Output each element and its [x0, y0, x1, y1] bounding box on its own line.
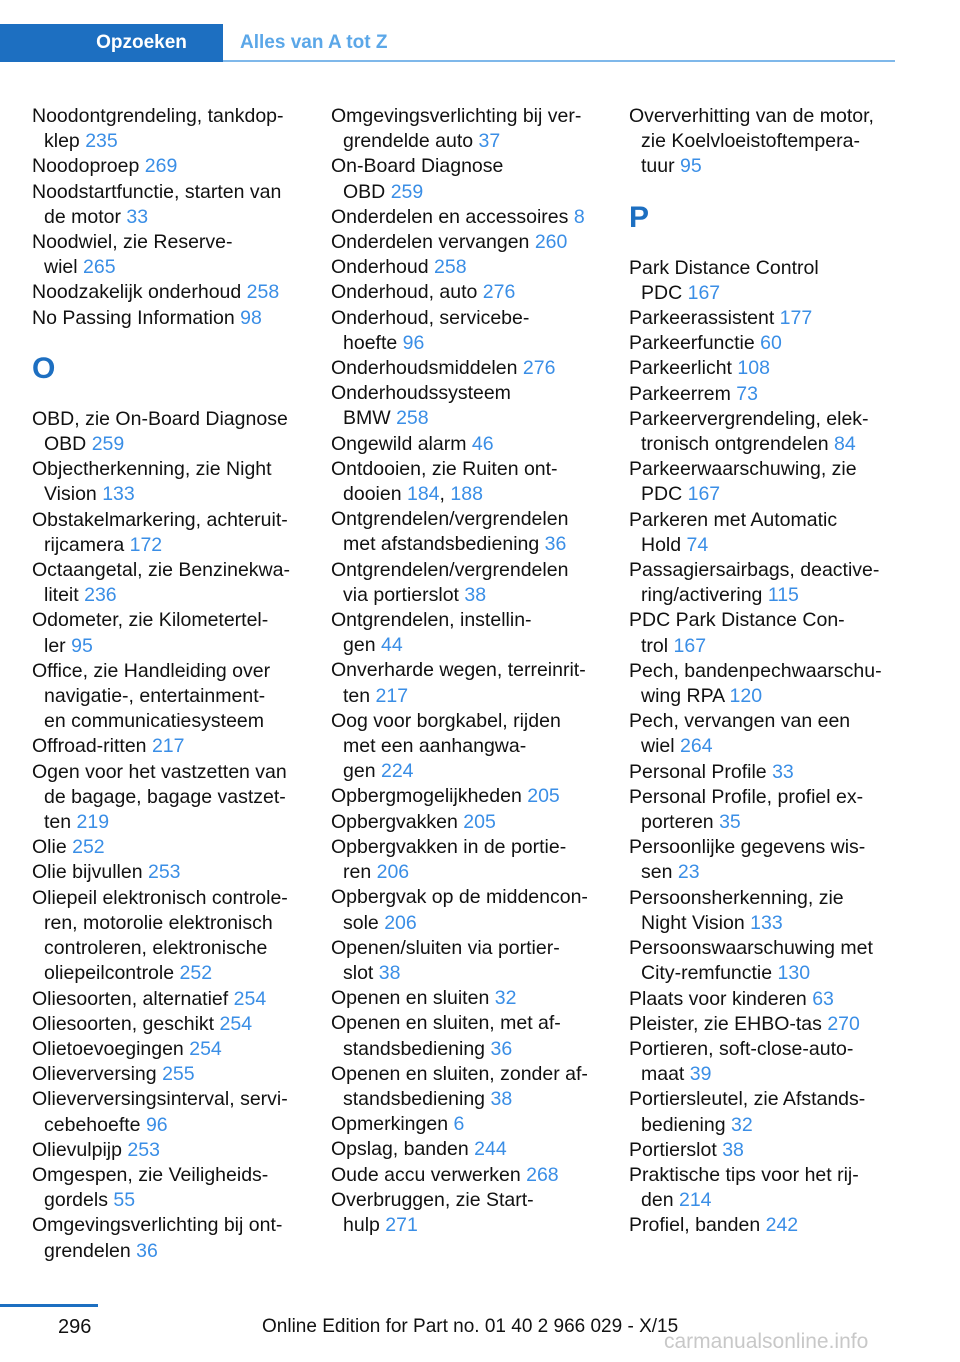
page-link[interactable]: 73	[736, 382, 758, 405]
page-link[interactable]: 84	[833, 433, 856, 456]
index-entry	[331, 986, 596, 1011]
page-link[interactable]: 244	[474, 1138, 507, 1161]
page-link[interactable]: 206	[384, 911, 417, 934]
page-link[interactable]: 36	[490, 1037, 513, 1060]
entry-text: tuur	[641, 155, 675, 178]
page-link[interactable]: 276	[482, 281, 516, 304]
footer-rule	[0, 1304, 98, 1307]
index-entry	[32, 835, 297, 860]
entry-text: Hold	[641, 533, 682, 556]
index-entry	[32, 1138, 297, 1163]
entry-text: PDC Park Distance Con-	[629, 609, 845, 632]
index-entry	[331, 255, 596, 280]
entry-text: OBD	[343, 180, 386, 203]
entry-text: Oog voor borgkabel, rijden	[331, 709, 561, 732]
entry-text: gen	[343, 634, 376, 657]
entry-text: wing RPA	[641, 685, 725, 708]
index-entry	[629, 558, 894, 608]
page-link[interactable]: 44	[380, 634, 403, 657]
page-link[interactable]: 95	[680, 155, 702, 178]
entry-text: standsbediening	[343, 1087, 486, 1110]
page-link[interactable]: 36	[136, 1239, 158, 1262]
edition-line: Online Edition for Part no. 01 40 2 966 029 - X/15	[262, 1316, 679, 1337]
index-entry	[629, 104, 894, 180]
index-entry	[331, 154, 596, 204]
entry-text: Persoonswaarschuwing met	[629, 937, 873, 960]
page-link[interactable]: 264	[680, 735, 713, 758]
page-number: 296	[58, 1316, 92, 1338]
index-entry	[331, 381, 596, 431]
entry-text: OBD	[44, 433, 87, 456]
entry-text: via portierslot	[343, 583, 459, 606]
entry-text: Openen/sluiten via portier-	[331, 936, 560, 959]
page-link[interactable]: 172	[129, 533, 163, 556]
entry-text: bediening	[641, 1113, 726, 1136]
page-link[interactable]: 217	[375, 684, 409, 707]
entry-text: Omgevingsverlichting bij ver-	[331, 105, 582, 127]
page-link[interactable]: 269	[144, 155, 178, 178]
entry-text: Onderdelen en accessoires	[331, 205, 569, 228]
entry-text: sen	[641, 861, 673, 884]
entry-text: Onderhoud, servicebe-	[331, 306, 530, 329]
page-link[interactable]: 254	[233, 987, 267, 1010]
entry-text: Openen en sluiten, zonder af-	[331, 1062, 588, 1085]
entry-text: grendelde auto	[343, 130, 474, 153]
index-entry	[629, 709, 894, 759]
index-entry	[32, 1213, 297, 1263]
page-link[interactable]: 8	[573, 205, 585, 228]
entry-text: Oververhitting van de motor,	[629, 105, 874, 127]
entry-text: wiel	[641, 735, 675, 758]
index-entry	[32, 154, 297, 179]
entry-text: grendelen	[44, 1239, 131, 1262]
index-entry	[32, 407, 297, 457]
entry-text: Persoonsherkenning, zie	[629, 886, 844, 909]
page-link[interactable]: 38	[464, 583, 487, 606]
page-link[interactable]: 33	[772, 760, 794, 783]
entry-text: Opmerkingen	[331, 1113, 449, 1136]
page-link[interactable]: 260	[534, 231, 568, 254]
page-link[interactable]: 205	[463, 810, 496, 833]
page-link[interactable]: 63	[812, 987, 834, 1010]
page-link[interactable]: 167	[687, 483, 721, 506]
index-entry	[331, 205, 596, 230]
page-link[interactable]: 60	[760, 332, 782, 355]
page-link[interactable]: 252	[72, 836, 105, 859]
page-link[interactable]: 255	[162, 1063, 195, 1086]
page-link[interactable]: 271	[385, 1213, 418, 1236]
entry-text: Ontgrendelen/vergrendelen	[331, 558, 569, 581]
page-link[interactable]: 224	[380, 760, 414, 783]
index-entry	[32, 1163, 297, 1213]
entry-text: slot	[343, 961, 374, 984]
index-entry	[629, 356, 894, 381]
entry-text: navigatie-, entertainment-	[44, 685, 266, 708]
entry-text: Onderhoudsmiddelen	[331, 357, 518, 380]
page-link[interactable]: 96	[402, 331, 425, 354]
entry-text: Ontdooien, zie Ruiten ont-	[331, 457, 558, 480]
index-entry	[629, 306, 894, 331]
entry-text: Parkeerrem	[629, 382, 731, 405]
index-entry	[32, 104, 297, 154]
index-entry	[331, 1137, 596, 1162]
entry-text: Pech, bandenpechwaarschu-	[629, 659, 882, 682]
page-link[interactable]: 177	[779, 307, 813, 330]
index-entry	[629, 936, 894, 986]
entry-text: Parkeervergrendeling, elek-	[629, 407, 869, 430]
entry-text: ring/activering	[641, 584, 763, 607]
entry-text: Ongewild alarm	[331, 432, 467, 455]
entry-text: Ontgrendelen, instellin-	[331, 609, 532, 632]
page-link[interactable]: 115	[767, 584, 799, 607]
page-link[interactable]: 188	[450, 483, 483, 506]
entry-text: OBD, zie On-Board Diagnose	[32, 407, 288, 430]
index-entry	[32, 1012, 297, 1037]
entry-text: standsbediening	[343, 1037, 486, 1060]
entry-text: Omgespen, zie Veiligheids-	[32, 1163, 269, 1186]
entry-text: Portieren, soft-close-auto-	[629, 1037, 854, 1060]
page-link[interactable]: 74	[686, 533, 709, 556]
index-entry	[32, 860, 297, 885]
entry-text: Objectherkenning, zie Night	[32, 458, 272, 481]
page-link[interactable]: 32	[731, 1113, 753, 1136]
tab-alles-van-a-tot-z[interactable]: Alles van A tot Z	[240, 32, 388, 53]
page-link[interactable]: 252	[179, 962, 213, 985]
page-link[interactable]: 32	[494, 987, 517, 1010]
page-link[interactable]: 217	[151, 735, 185, 758]
entry-text: Oliesoorten, geschikt	[32, 1012, 215, 1035]
entry-text: Parkeren met Automatic	[629, 508, 838, 531]
index-entry	[331, 1062, 596, 1112]
index-entry	[331, 810, 596, 835]
entry-text: sole	[343, 911, 379, 934]
index-entry	[331, 709, 596, 785]
entry-text: Opslag, banden	[331, 1138, 469, 1161]
page-link[interactable]: 259	[91, 433, 125, 456]
entry-text: PDC	[641, 281, 683, 304]
page-link[interactable]: 258	[434, 256, 467, 279]
tab-opzoeken[interactable]: Opzoeken	[0, 24, 223, 62]
entry-text: Praktische tips voor het rij-	[629, 1163, 859, 1186]
entry-text: tronisch ontgrendelen	[641, 433, 829, 456]
entry-text: ten	[343, 684, 371, 707]
entry-text: hoefte	[343, 331, 398, 354]
entry-text: Olie bijvullen	[32, 861, 143, 884]
entry-text: ren	[343, 861, 372, 884]
page-link[interactable]: 236	[84, 584, 117, 607]
page-link[interactable]: 258	[246, 281, 280, 304]
entry-text: dooien	[343, 483, 402, 506]
entry-text: Olie	[32, 836, 67, 859]
index-entry	[32, 558, 297, 608]
index-entry	[629, 1012, 894, 1037]
entry-text: oliepeilcontrole	[44, 962, 175, 985]
entry-text: City-remfunctie	[641, 962, 773, 985]
entry-text: Oliesoorten, alternatief	[32, 987, 229, 1010]
index-entry	[629, 659, 894, 709]
page-link[interactable]: 259	[390, 180, 424, 203]
entry-text: Plaats voor kinderen	[629, 987, 807, 1010]
entry-text: Onderhoud, auto	[331, 281, 478, 304]
entry-text: de motor	[44, 205, 121, 228]
page-link[interactable]: 254	[189, 1037, 222, 1060]
entry-text: Opbergvak op de middencon-	[331, 886, 588, 909]
entry-text: Opbergvakken	[331, 810, 458, 833]
page-link[interactable]: 96	[145, 1113, 168, 1136]
entry-text: PDC	[641, 483, 683, 506]
index-entry	[32, 457, 297, 507]
entry-text: Night Vision	[641, 911, 745, 934]
entry-text: Opbergvakken in de portie-	[331, 835, 567, 858]
index-entry	[331, 885, 596, 935]
page-link[interactable]: 265	[83, 256, 116, 279]
entry-text: Oude accu verwerken	[331, 1163, 521, 1186]
index-entry	[331, 1011, 596, 1061]
page-link[interactable]: 6	[453, 1113, 465, 1136]
index-entry	[32, 1087, 297, 1137]
entry-text: gen	[343, 760, 376, 783]
entry-text: Odometer, zie Kilometertel-	[32, 609, 269, 632]
page-link[interactable]: 206	[376, 861, 410, 884]
entry-text: klep	[44, 130, 80, 153]
entry-text: Onderdelen vervangen	[331, 231, 530, 254]
page-link[interactable]: 120	[729, 685, 763, 708]
page-link[interactable]: 35	[719, 811, 741, 834]
entry-text: Portierslot	[629, 1138, 717, 1161]
entry-text: ler	[44, 634, 66, 657]
entry-text: den	[641, 1189, 674, 1212]
index-entry	[32, 886, 297, 987]
index-entry	[32, 608, 297, 658]
page-link[interactable]: 98	[240, 306, 262, 329]
index-entry	[331, 1188, 596, 1238]
index-entry	[331, 104, 596, 154]
index-entry	[32, 659, 297, 735]
page-link[interactable]: 276	[522, 357, 556, 380]
index-entry	[331, 936, 596, 986]
entry-text: Oliepeil elektronisch controle-	[32, 886, 288, 909]
page-link[interactable]: 36	[544, 533, 567, 556]
index-entry	[32, 180, 297, 230]
section-letter: P	[629, 200, 650, 234]
index-entry	[32, 1062, 297, 1087]
page-link[interactable]: 23	[677, 861, 700, 884]
index-entry	[629, 886, 894, 936]
index-entry	[32, 280, 297, 305]
entry-text: Noodwiel, zie Reserve-	[32, 231, 233, 254]
entry-text: hulp	[343, 1213, 380, 1236]
index-entry	[32, 1037, 297, 1062]
entry-text: Pech, vervangen van een	[629, 710, 851, 733]
entry-text: Noodzakelijk onderhoud	[32, 281, 242, 304]
entry-text: Olieverversingsinterval, servi-	[32, 1088, 288, 1111]
entry-text: met een aanhangwa-	[343, 735, 527, 758]
section-letter: O	[32, 351, 56, 385]
entry-text: Park Distance Control	[629, 256, 819, 279]
entry-text: porteren	[641, 811, 714, 834]
page-link[interactable]: 214	[678, 1189, 712, 1212]
index-entry	[331, 835, 596, 885]
page-link[interactable]: 167	[687, 281, 721, 304]
entry-text: Noodontgrendeling, tankdop-	[32, 105, 284, 127]
page-link[interactable]: 268	[526, 1163, 559, 1186]
index-entry	[629, 508, 894, 558]
page-link[interactable]: 270	[827, 1012, 860, 1035]
page-link[interactable]: 37	[478, 130, 501, 153]
index-column-1	[32, 104, 297, 1264]
index-entry	[331, 558, 596, 608]
page-link[interactable]: 235	[85, 130, 118, 153]
page-link[interactable]: 219	[76, 811, 110, 834]
entry-text: wiel	[44, 256, 78, 279]
index-entry	[629, 608, 894, 658]
watermark: carmanualsonline.info	[664, 1330, 869, 1353]
page-link[interactable]: 184	[406, 483, 440, 506]
entry-text: trol	[641, 634, 669, 657]
page-link[interactable]: 33	[126, 205, 149, 228]
index-entry	[32, 230, 297, 280]
page-link[interactable]: 130	[777, 962, 811, 985]
entry-text: Olieverversing	[32, 1063, 157, 1086]
entry-text: Profiel, banden	[629, 1214, 761, 1237]
entry-text: zie Koelvloeistoftempera-	[641, 130, 860, 153]
entry-text: Office, zie Handleiding over	[32, 659, 271, 682]
index-entry: Ontdooien, zie Ruiten ont- dooien 184, 188	[331, 457, 558, 506]
entry-text: Vision	[44, 483, 97, 506]
entry-text: Noodoproep	[32, 155, 140, 178]
page-link[interactable]: 253	[147, 861, 181, 884]
entry-text: gordels	[44, 1189, 108, 1212]
page-link[interactable]: 95	[71, 634, 93, 657]
entry-text: met afstandsbediening	[343, 533, 540, 556]
entry-text: Onderhoud	[331, 256, 429, 279]
index-entry	[331, 507, 596, 557]
index-entry	[331, 658, 596, 708]
index-entry	[331, 1163, 596, 1188]
page-link[interactable]: 167	[673, 634, 707, 657]
index-entry	[629, 457, 894, 507]
entry-text: en communicatiesysteem	[44, 710, 265, 733]
index-entry	[32, 508, 297, 558]
entry-text: Olievulpijp	[32, 1138, 122, 1161]
index-column-3	[629, 104, 894, 1239]
page-link[interactable]: 39	[689, 1063, 712, 1086]
index-entry	[629, 256, 894, 306]
page-link[interactable]: 46	[471, 432, 494, 455]
index-entry	[629, 785, 894, 835]
page-link[interactable]: 205	[527, 785, 560, 808]
entry-text: BMW	[343, 407, 391, 430]
entry-text: Passagiersairbags, deactive-	[629, 559, 880, 582]
entry-text: No Passing Information	[32, 306, 235, 329]
index-entry	[629, 382, 894, 407]
page-link[interactable]: 242	[765, 1214, 799, 1237]
index-entry	[331, 306, 596, 356]
entry-text: Obstakelmarkering, achteruit-	[32, 508, 288, 531]
index-entry	[331, 432, 596, 457]
index-entry	[629, 1037, 894, 1087]
entry-text: Personal Profile	[629, 760, 767, 783]
entry-text: Ontgrendelen/vergrendelen	[331, 508, 569, 531]
entry-text: Offroad-ritten	[32, 735, 147, 758]
index-entry	[331, 356, 596, 381]
entry-text: rijcamera	[44, 533, 125, 556]
header-bar	[0, 24, 895, 62]
index-entry	[629, 987, 894, 1012]
entry-text: Noodstartfunctie, starten van	[32, 180, 282, 203]
entry-text: ren, motorolie elektronisch	[44, 911, 273, 934]
entry-text: liteit	[44, 584, 79, 607]
entry-text: Persoonlijke gegevens wis-	[629, 836, 866, 859]
page-link[interactable]: 254	[219, 1012, 253, 1035]
page-link[interactable]: 55	[113, 1189, 136, 1212]
entry-text: Parkeerassistent	[629, 307, 775, 330]
entry-text: Onderhoudssysteem	[331, 382, 511, 405]
entry-text: ten	[44, 811, 72, 834]
page-link[interactable]: 38	[378, 961, 401, 984]
index-entry	[32, 306, 297, 331]
index-entry	[331, 784, 596, 809]
index-column-2	[331, 104, 596, 1238]
index-entry	[331, 280, 596, 305]
entry-text: de bagage, bagage vastzet-	[44, 785, 286, 808]
entry-text: Portiersleutel, zie Afstands-	[629, 1088, 866, 1111]
index-entry	[629, 1138, 894, 1163]
entry-text: On-Board Diagnose	[331, 155, 504, 178]
index-entry	[32, 734, 297, 759]
page-link[interactable]: 133	[102, 483, 135, 506]
entry-text: maat	[641, 1063, 685, 1086]
entry-text: Parkeerfunctie	[629, 332, 755, 355]
index-entry	[629, 1087, 894, 1137]
index-entry	[629, 1213, 894, 1238]
entry-text: Parkeerlicht	[629, 357, 732, 380]
index-entry	[629, 760, 894, 785]
index-entry	[629, 1163, 894, 1213]
entry-text: Ogen voor het vastzetten van	[32, 760, 287, 783]
entry-text: cebehoefte	[44, 1113, 141, 1136]
entry-text: Parkeerwaarschuwing, zie	[629, 458, 857, 481]
entry-text: controleren, elektronische	[44, 937, 268, 960]
entry-text: Olietoevoegingen	[32, 1037, 184, 1060]
entry-text: Openen en sluiten, met af-	[331, 1012, 561, 1035]
entry-text: Opbergmogelijkheden	[331, 785, 522, 808]
page-link[interactable]: 258	[396, 407, 429, 430]
page-link[interactable]: 38	[490, 1087, 513, 1110]
index-entry	[32, 987, 297, 1012]
index-entry	[629, 407, 894, 457]
page-link[interactable]: 38	[722, 1138, 744, 1161]
index-entry	[32, 760, 297, 836]
index-entry	[331, 1112, 596, 1137]
index-entry	[629, 835, 894, 885]
index-entry	[629, 331, 894, 356]
page-link[interactable]: 253	[127, 1138, 160, 1161]
entry-text: Omgevingsverlichting bij ont-	[32, 1214, 283, 1237]
entry-text: Personal Profile, profiel ex-	[629, 785, 864, 808]
header-rule	[223, 60, 895, 62]
entry-text: Overbruggen, zie Start-	[331, 1188, 534, 1211]
entry-text: Octaangetal, zie Benzinekwa-	[32, 559, 290, 582]
entry-text: Onverharde wegen, terreinrit-	[331, 659, 586, 682]
entry-text: Pleister, zie EHBO-tas	[629, 1012, 822, 1035]
page-link[interactable]: 133	[750, 911, 783, 934]
index-entry	[331, 608, 596, 658]
index-entry	[331, 230, 596, 255]
entry-text: Openen en sluiten	[331, 987, 490, 1010]
page-link[interactable]: 108	[737, 357, 770, 380]
